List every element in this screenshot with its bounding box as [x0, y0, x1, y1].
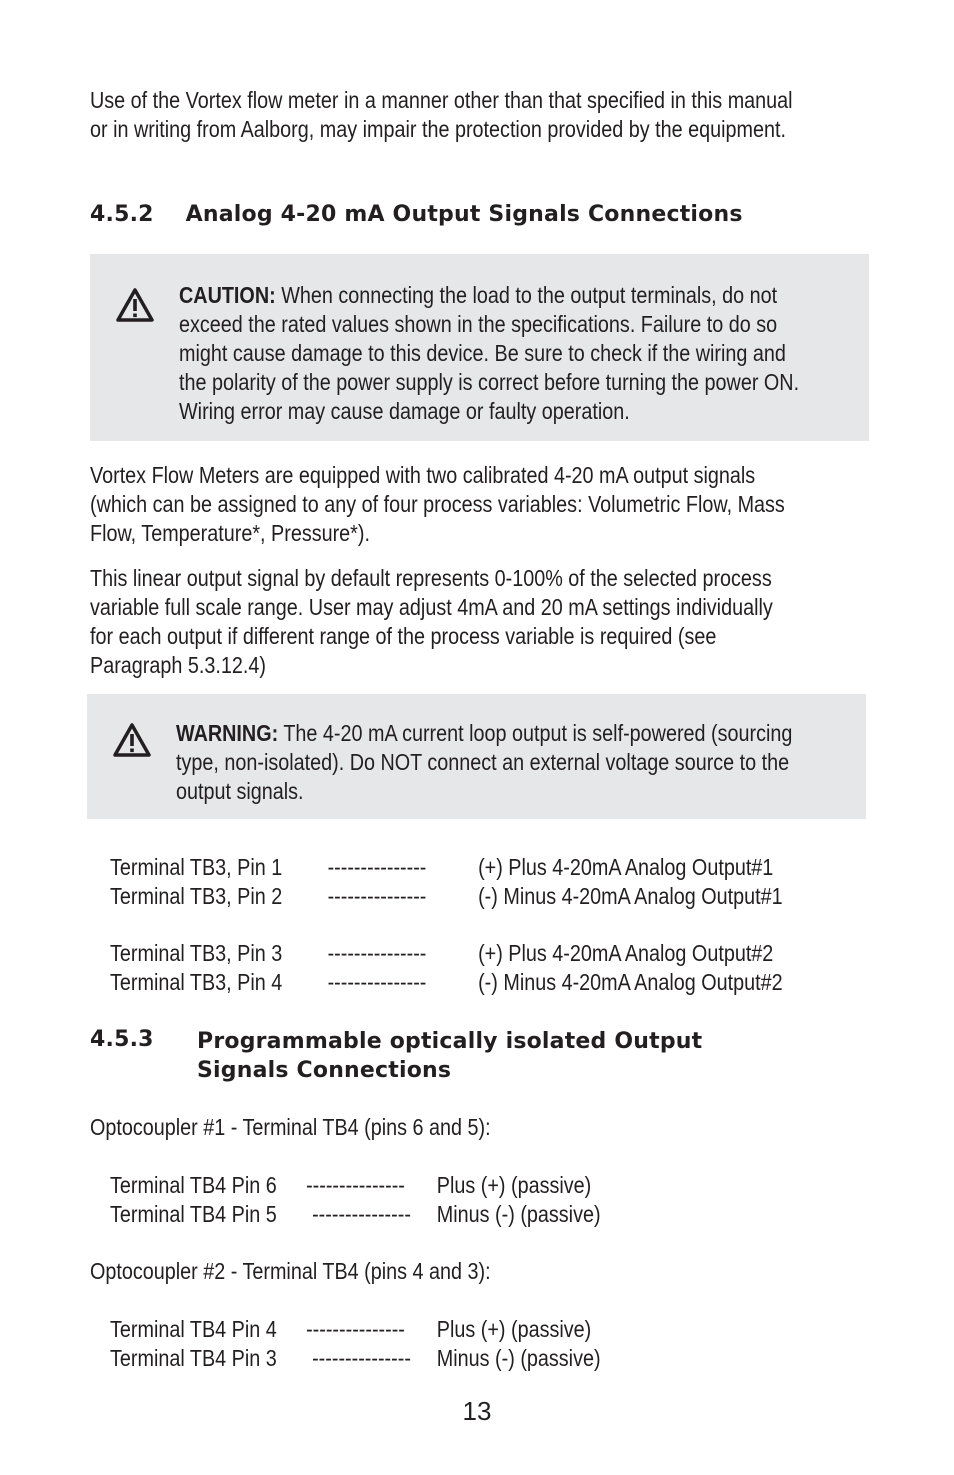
paragraph-line: Flow, Temperature*, Pressure*). [90, 520, 370, 546]
section-number: 4.5.2 [90, 202, 154, 227]
section-title: Analog 4-20 mA Output Signals Connections [185, 202, 743, 227]
terminal-row [110, 853, 773, 882]
paragraph-outputs [90, 461, 785, 548]
terminal-label: Terminal TB4 Pin 5 [110, 1201, 277, 1227]
section-heading-453 [90, 1027, 154, 1052]
warning-triangle-icon [115, 287, 155, 323]
terminal-label: Terminal TB3, Pin 2 [110, 883, 283, 909]
terminal-desc: (-) Minus 4-20mA Analog Output#1 [478, 883, 783, 909]
warning-text [176, 719, 792, 806]
terminal-dash: --------------- [306, 1316, 405, 1342]
terminal-dash: --------------- [312, 1201, 411, 1227]
caution-line: might cause damage to this device. Be sure to check if the wiring and [179, 340, 786, 366]
terminal-dash: --------------- [312, 1345, 411, 1371]
terminal-dash: --------------- [327, 883, 427, 909]
caution-line: the polarity of the power supply is correct before turning the power ON. [179, 369, 800, 395]
terminal-row [110, 968, 783, 997]
paragraph-line: variable full scale range. User may adjust 4mA and 20 mA settings individually [90, 594, 773, 620]
terminal-label: Terminal TB4 Pin 6 [110, 1172, 277, 1198]
paragraph-line: (which can be assigned to any of four process variables: Volumetric Flow, Mass [90, 491, 785, 517]
terminal-label: Terminal TB3, Pin 1 [110, 854, 283, 880]
paragraph-line: This linear output signal by default represents 0-100% of the selected process [90, 565, 772, 591]
page-number: 13 [462, 1396, 492, 1426]
terminal-label: Terminal TB4 Pin 3 [110, 1345, 277, 1371]
section-title-453 [197, 1027, 702, 1085]
terminal-desc: Minus (-) (passive) [436, 1345, 601, 1371]
warning-box [87, 694, 866, 819]
section-heading-452 [90, 202, 743, 227]
intro-line: or in writing from Aalborg, may impair the protection provided by the equipment. [90, 116, 786, 142]
terminal-dash: --------------- [306, 1172, 405, 1198]
terminal-desc: (-) Minus 4-20mA Analog Output#2 [478, 969, 783, 995]
intro-paragraph [90, 86, 793, 144]
section-number: 4.5.3 [90, 1027, 154, 1052]
opto1-heading: Optocoupler #1 - Terminal TB4 (pins 6 and 5): [90, 1114, 491, 1140]
opto-row [110, 1315, 591, 1344]
opto-row [110, 1344, 601, 1373]
paragraph-line: for each output if different range of the process variable is required (see [90, 623, 717, 649]
paragraph-line: Paragraph 5.3.12.4) [90, 652, 266, 678]
paragraph-linear-signal [90, 564, 773, 680]
terminal-dash: --------------- [327, 969, 427, 995]
caution-line: When connecting the load to the output terminals, do not [275, 282, 778, 308]
intro-line: Use of the Vortex flow meter in a manner other than that specified in this manual [90, 87, 793, 113]
terminal-row [110, 939, 773, 968]
caution-label: CAUTION: [179, 282, 276, 308]
section-title-line: Programmable optically isolated Output [197, 1029, 703, 1054]
terminal-label: Terminal TB4 Pin 4 [110, 1316, 277, 1342]
caution-text [179, 281, 799, 426]
terminal-desc: Plus (+) (passive) [436, 1316, 592, 1342]
warning-line: The 4-20 mA current loop output is self-powered (sourcing [278, 720, 793, 746]
caution-box [90, 254, 869, 441]
terminal-desc: Plus (+) (passive) [436, 1172, 592, 1198]
terminal-dash: --------------- [327, 940, 427, 966]
caution-line: exceed the rated values shown in the specifications. Failure to do so [179, 311, 778, 337]
terminal-desc: (+) Plus 4-20mA Analog Output#1 [478, 854, 774, 880]
terminal-label: Terminal TB3, Pin 4 [110, 969, 283, 995]
opto2-heading: Optocoupler #2 - Terminal TB4 (pins 4 and 3): [90, 1258, 491, 1284]
opto-row [110, 1171, 591, 1200]
paragraph-line: Vortex Flow Meters are equipped with two calibrated 4-20 mA output signals [90, 462, 756, 488]
warning-line: type, non-isolated). Do NOT connect an external voltage source to the [176, 749, 790, 775]
terminal-label: Terminal TB3, Pin 3 [110, 940, 283, 966]
warning-triangle-icon [112, 722, 152, 758]
warning-line: output signals. [176, 778, 304, 804]
terminal-desc: Minus (-) (passive) [436, 1201, 601, 1227]
terminal-dash: --------------- [327, 854, 427, 880]
section-title-line: Signals Connections [197, 1058, 452, 1083]
terminal-row [110, 882, 783, 911]
caution-line: Wiring error may cause damage or faulty operation. [179, 398, 630, 424]
opto-row [110, 1200, 601, 1229]
terminal-desc: (+) Plus 4-20mA Analog Output#2 [478, 940, 774, 966]
warning-label: WARNING: [176, 720, 279, 746]
